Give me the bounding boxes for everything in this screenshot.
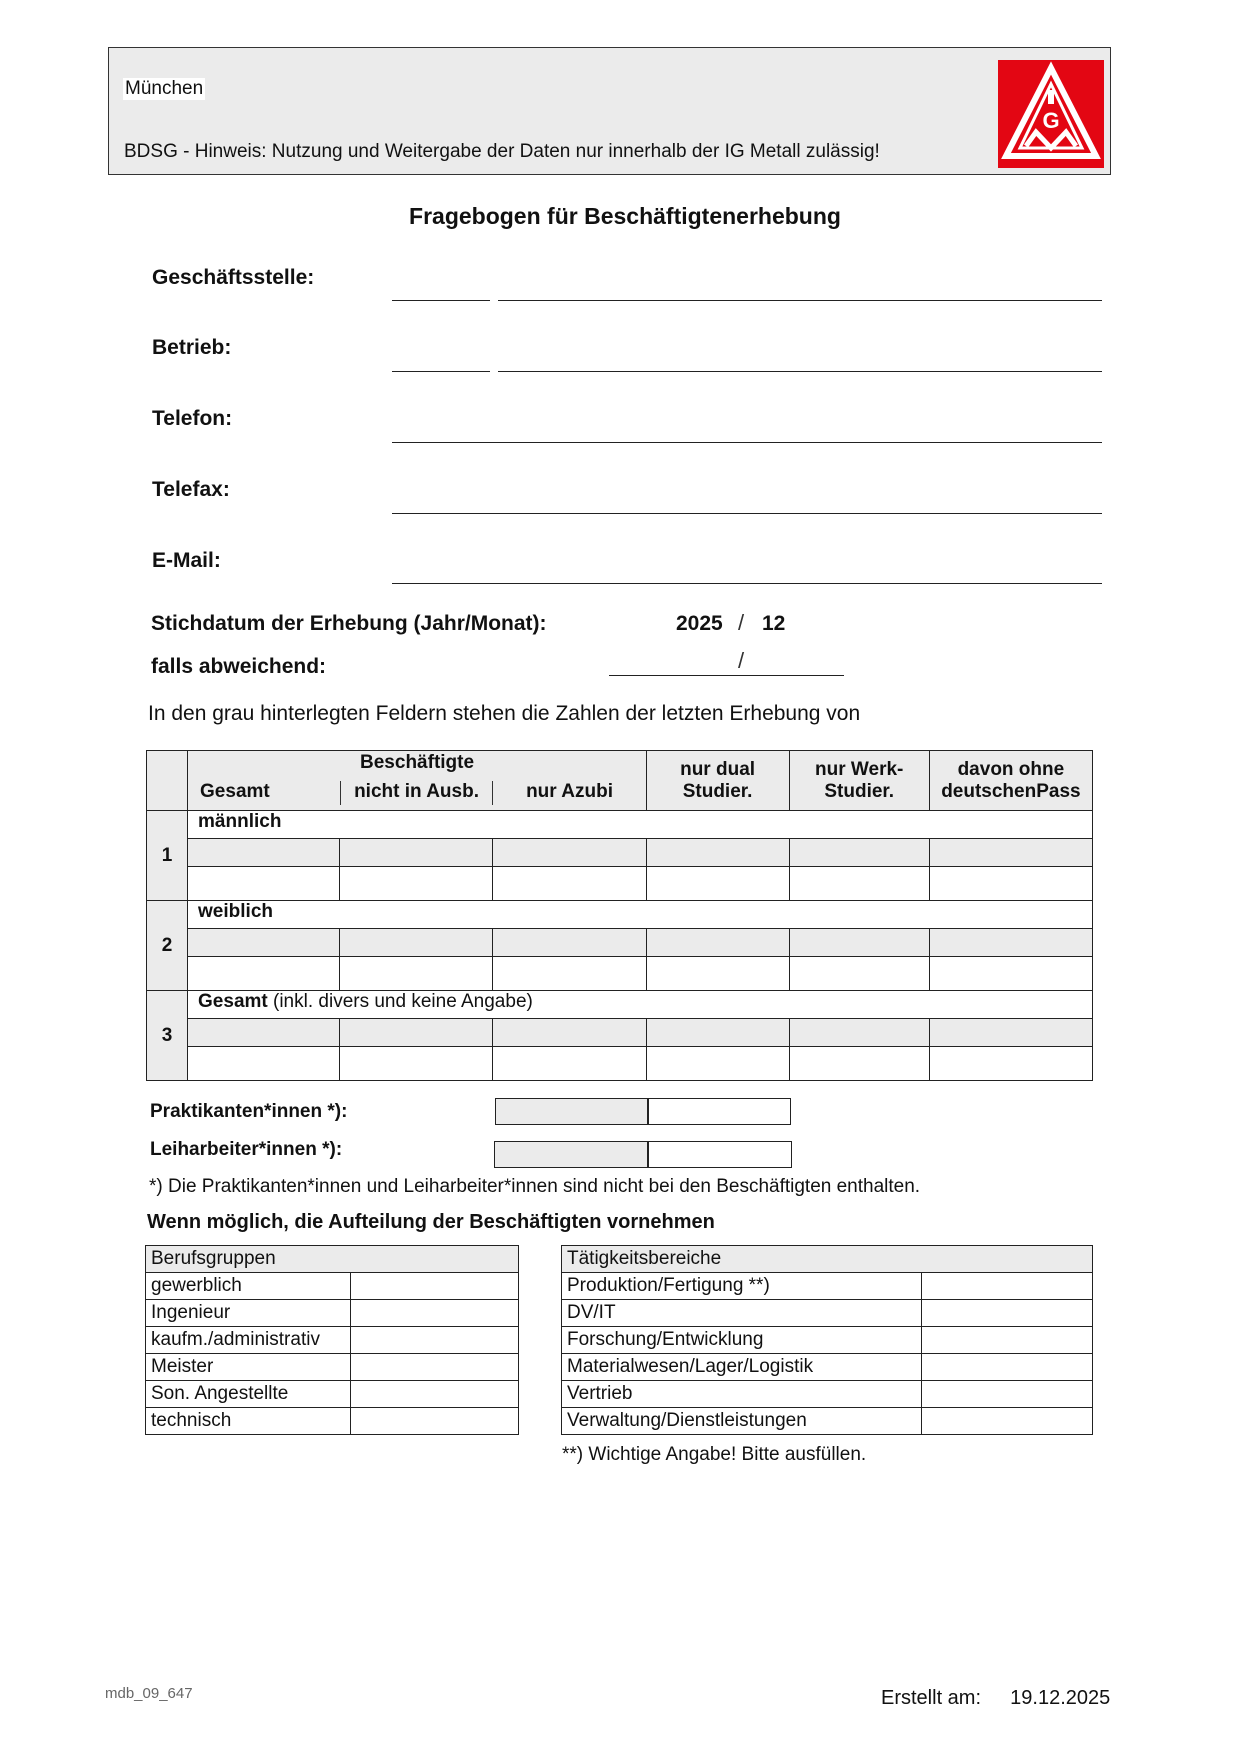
document-id: mdb_09_647 (105, 1685, 193, 1702)
page-title: Fragebogen für Beschäftigtenerhebung (409, 203, 841, 229)
col-header-no-german-passport: davon ohne deutschenPass (929, 751, 1092, 811)
occupation-label: gewerblich (146, 1273, 351, 1300)
company-code-field[interactable] (392, 371, 490, 372)
input-total-total[interactable] (188, 1047, 340, 1081)
col-header-apprentices: nur Azubi (526, 781, 613, 802)
prev-female-dual (646, 929, 789, 957)
prev-total-not-training (340, 1019, 493, 1047)
temp-workers-label: Leiharbeiter*innen *): (150, 1139, 343, 1160)
activity-label: DV/IT (562, 1300, 922, 1327)
activity-input-production[interactable] (921, 1273, 1092, 1300)
alt-date-field[interactable] (609, 675, 844, 676)
input-female-total[interactable] (188, 957, 340, 991)
created-value: 19.12.2025 (1010, 1687, 1111, 1709)
input-total-dual[interactable] (646, 1047, 789, 1081)
prev-male-no-passport (929, 839, 1092, 867)
interns-previous (495, 1098, 649, 1125)
occupation-label: Meister (146, 1354, 351, 1381)
activity-input-research[interactable] (921, 1327, 1092, 1354)
occupation-input-master[interactable] (350, 1354, 518, 1381)
prev-male-werk (789, 839, 929, 867)
input-total-not-training[interactable] (340, 1047, 493, 1081)
prev-female-apprentices (493, 929, 646, 957)
email-field[interactable] (392, 583, 1102, 584)
intro-text: In den grau hinterlegten Feldern stehen die Zahlen der letzten Erhebung von (148, 702, 861, 725)
input-female-not-training[interactable] (340, 957, 493, 991)
prev-total-werk (789, 1019, 929, 1047)
activity-label: Produktion/Fertigung **) (562, 1273, 922, 1300)
fax-label: Telefax: (152, 478, 230, 501)
input-female-dual[interactable] (646, 957, 789, 991)
input-male-not-training[interactable] (340, 867, 493, 901)
col-header-total: Gesamt (200, 781, 270, 802)
fax-field[interactable] (392, 513, 1102, 514)
input-male-apprentices[interactable] (493, 867, 646, 901)
prev-female-no-passport (929, 929, 1092, 957)
section-number: 2 (147, 901, 188, 991)
occupation-input-commercial[interactable] (350, 1327, 518, 1354)
prev-male-not-training (340, 839, 493, 867)
company-name-field[interactable] (498, 371, 1102, 372)
activity-input-sales[interactable] (921, 1381, 1092, 1408)
activity-label: Verwaltung/Dienstleistungen (562, 1408, 922, 1435)
occupation-groups-table (145, 1245, 519, 1435)
occupation-label: Ingenieur (146, 1300, 351, 1327)
activity-label: Vertrieb (562, 1381, 922, 1408)
temp-workers-input[interactable] (647, 1141, 792, 1168)
occupation-label: kaufm./administrativ (146, 1327, 351, 1354)
prev-total-no-passport (929, 1019, 1092, 1047)
office-code-field[interactable] (392, 300, 490, 301)
group-header-label: Beschäftigte (360, 752, 475, 773)
interns-label: Praktikanten*innen *): (150, 1101, 348, 1122)
interns-input[interactable] (647, 1098, 791, 1125)
input-female-apprentices[interactable] (493, 957, 646, 991)
input-male-no-passport[interactable] (929, 867, 1092, 901)
reference-month: 12 (762, 612, 786, 635)
section-number: 1 (147, 811, 188, 901)
prev-female-not-training (340, 929, 493, 957)
prev-female-total (188, 929, 340, 957)
employee-table (146, 750, 1093, 1081)
section-number: 3 (147, 991, 188, 1081)
created-date (881, 1687, 1110, 1710)
company-label: Betrieb: (152, 336, 232, 359)
activity-input-logistics[interactable] (921, 1354, 1092, 1381)
occupation-input-engineer[interactable] (350, 1300, 518, 1327)
phone-field[interactable] (392, 442, 1102, 443)
occupation-label: technisch (146, 1408, 351, 1435)
privacy-note: BDSG - Hinweis: Nutzung und Weitergabe der Daten nur innerhalb der IG Metall zulässig! (124, 141, 880, 162)
city-name: München (125, 78, 204, 99)
occupation-groups-header: Berufsgruppen (146, 1246, 519, 1273)
alt-date-separator: / (738, 648, 745, 673)
occupation-label: Son. Angestellte (146, 1381, 351, 1408)
activity-label: Materialwesen/Lager/Logistik (562, 1354, 922, 1381)
ig-metall-logo-icon (998, 60, 1104, 168)
col-header-dual-students: nur dual Studier. (646, 751, 789, 811)
occupation-input-industrial[interactable] (350, 1273, 518, 1300)
date-separator: / (738, 610, 745, 635)
section-label-total-suffix: (inkl. divers und keine Angabe) (267, 991, 533, 1012)
occupation-input-other-employees[interactable] (350, 1381, 518, 1408)
col-header-not-in-training: nicht in Ausb. (340, 781, 493, 805)
section-label-total (188, 991, 1093, 1019)
activity-input-administration[interactable] (921, 1408, 1092, 1435)
activity-areas-header: Tätigkeitsbereiche (562, 1246, 1093, 1273)
section-label-female: weiblich (188, 901, 1093, 929)
prev-total-dual (646, 1019, 789, 1047)
created-label: Erstellt am: (881, 1687, 982, 1709)
breakdown-heading: Wenn möglich, die Aufteilung der Beschäftigten vornehmen (147, 1211, 715, 1233)
header-corner (147, 751, 188, 811)
input-total-werk[interactable] (789, 1047, 929, 1081)
input-male-werk[interactable] (789, 867, 929, 901)
activity-input-it[interactable] (921, 1300, 1092, 1327)
temp-workers-previous (494, 1141, 649, 1168)
input-male-dual[interactable] (646, 867, 789, 901)
activity-label: Forschung/Entwicklung (562, 1327, 922, 1354)
input-total-apprentices[interactable] (493, 1047, 646, 1081)
section-label-male: männlich (188, 811, 1093, 839)
input-female-werk[interactable] (789, 957, 929, 991)
occupation-input-technical[interactable] (350, 1408, 518, 1435)
prev-male-dual (646, 839, 789, 867)
prev-total-total (188, 1019, 340, 1047)
prev-male-apprentices (493, 839, 646, 867)
section-label-total-bold: Gesamt (198, 991, 268, 1012)
alt-date-label: falls abweichend: (151, 655, 327, 678)
footnote-important: **) Wichtige Angabe! Bitte ausfüllen. (562, 1444, 867, 1465)
phone-label: Telefon: (152, 407, 233, 430)
col-header-working-students: nur Werk- Studier. (789, 751, 929, 811)
prev-female-werk (789, 929, 929, 957)
footnote-interns: *) Die Praktikanten*innen und Leiharbeiter*innen sind nicht bei den Beschäftigten enthalten. (149, 1176, 921, 1197)
reference-year: 2025 (676, 612, 723, 635)
input-female-no-passport[interactable] (929, 957, 1092, 991)
activity-areas-table (561, 1245, 1093, 1435)
reference-date-label: Stichdatum der Erhebung (Jahr/Monat): (151, 612, 547, 635)
office-label: Geschäftsstelle: (152, 266, 315, 289)
svg-text:G: G (1042, 108, 1060, 133)
prev-male-total (188, 839, 340, 867)
prev-total-apprentices (493, 1019, 646, 1047)
input-total-no-passport[interactable] (929, 1047, 1092, 1081)
email-label: E-Mail: (152, 549, 221, 572)
input-male-total[interactable] (188, 867, 340, 901)
employees-group-header (188, 751, 646, 811)
office-name-field[interactable] (498, 300, 1102, 301)
